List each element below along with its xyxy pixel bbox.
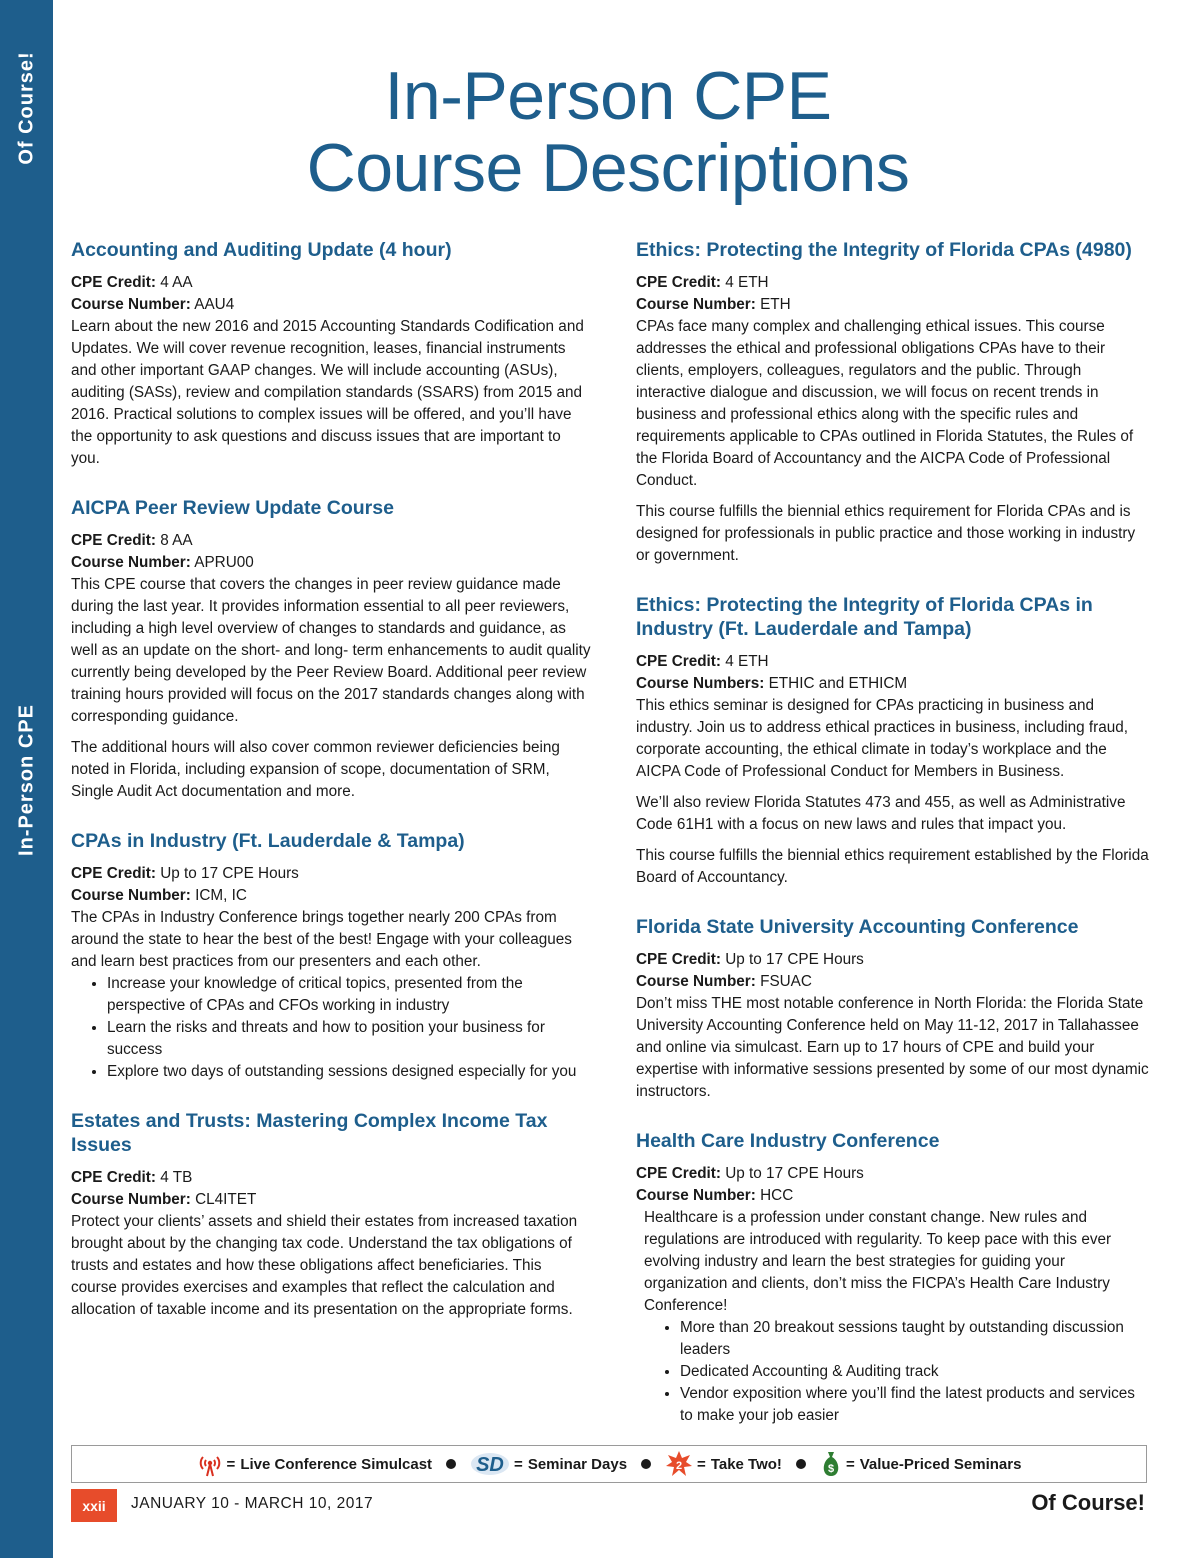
course-number-label: Course Numbers: [636,675,765,692]
course-title: Ethics: Protecting the Integrity of Florida CPAs in Industry (Ft. Lauderdale and Tampa) [636,594,1093,640]
course-number-value: ETH [755,296,791,313]
course-number [71,552,591,574]
legend-separator [446,1459,456,1469]
page-number-badge: xxii [71,1489,117,1522]
cpe-credit [71,863,591,885]
course-number [71,294,591,316]
course-cpas-in-industry [71,829,591,1083]
broadcast-antenna-icon [197,1451,223,1477]
bullet-item: • Vendor exposition where you’ll find the latest products and services to make your job easier [680,1383,1150,1427]
money-bag-icon [820,1450,842,1478]
course-description: This ethics seminar is designed for CPAs practicing in business and industry. Join us to address ethical practices in business, including fraud, corporate accounting, the ethical climate in today’s workplace and the AICPA Code of Professional Conduct for Members in Business. [636,697,1129,780]
legend-take-two [665,1450,782,1478]
course-title: AICPA Peer Review Update Course [71,497,394,519]
course-number [71,885,591,907]
icon-legend [71,1445,1147,1483]
cpe-credit-value: 4 ETH [721,274,769,291]
cpe-credit-label: CPE Credit: [636,1165,721,1182]
sd-icon-text: SD [476,1454,504,1476]
cpe-credit-label: CPE Credit: [71,274,156,291]
course-title: Florida State University Accounting Conference [636,916,1079,938]
legend-separator [796,1459,806,1469]
legend-separator [641,1459,651,1469]
bullet-item: • Learn the risks and threats and how to position your business for success [107,1017,591,1061]
course-number-label: Course Number: [636,296,756,313]
course-description: Healthcare is a profession under constant change. New rules and regulations are introduced with regularity. To keep pace with this ever evolving industry and learn the best strategies for guiding your organization and clients, don’t miss the FICPA’s Health Care Industry Conference! [644,1209,1112,1314]
legend-seminar-days-label: Seminar Days [527,1455,628,1473]
cpe-credit [636,272,1150,294]
legend-value-priced [820,1450,1022,1478]
course-number-label: Course Number: [71,554,191,571]
bullet-item: • Explore two days of outstanding sessions designed especially for you [107,1061,591,1083]
cpe-credit-label: CPE Credit: [636,274,721,291]
cpe-credit-value: Up to 17 CPE Hours [156,865,299,882]
course-ethics-industry [636,593,1150,889]
footer-brand: Of Course! [1031,1490,1145,1515]
course-description: Learn about the new 2016 and 2015 Accounting Standards Codification and Updates. We will cover revenue recognition, leases, financial instruments and other important GAAP changes. We will include accounting (ASUs), auditing (SASs), review and compilation standards (SSARS) from 2015 and 2016. Practical solutions to complex issues will be offered, and you’ll have the opportunity to ask questions and discuss issues that are important to you. [71,318,584,467]
course-number-value: CL4ITET [190,1191,257,1208]
course-number [636,1185,1150,1207]
course-title: CPAs in Industry (Ft. Lauderdale & Tampa) [71,830,465,852]
footer-date-range: JANUARY 10 - MARCH 10, 2017 [131,1495,374,1512]
course-number-value: FSUAC [755,973,812,990]
cpe-credit-label: CPE Credit: [71,532,156,549]
sidebar [0,0,53,1558]
take-two-burst-icon [665,1450,693,1478]
sidebar-section-text: In-Person CPE [15,704,38,856]
course-number-label: Course Number: [71,296,191,313]
legend-seminar-days [470,1451,627,1477]
course-title: Health Care Industry Conference [636,1130,940,1152]
left-column [71,238,591,1347]
course-number-label: Course Number: [636,973,756,990]
legend-equals: = [845,1455,855,1473]
bullet-item: • Increase your knowledge of critical topics, presented from the perspective of CPAs and CFOs working in industry [107,973,591,1017]
cpe-credit-label: CPE Credit: [71,865,156,882]
seminar-days-sd-icon [470,1451,510,1477]
course-accounting-auditing-update [71,238,591,470]
cpe-credit [71,530,591,552]
course-number [636,673,1150,695]
cpe-credit-value: 4 AA [156,274,193,291]
course-number-label: Course Number: [71,1191,191,1208]
legend-simulcast-label: Live Conference Simulcast [240,1455,433,1473]
course-description-2: This course fulfills the biennial ethics requirement for Florida CPAs and is designed for professionals in public practice and those working in industry or government. [636,503,1136,564]
cpe-credit-value: Up to 17 CPE Hours [721,951,864,968]
course-description: Don’t miss THE most notable conference in North Florida: the Florida State University Accounting Conference held on May 11-12, 2017 in Tallahassee and online via simulcast. Earn up to 17 hours of CPE and build your expertise with informative sessions presented by some of our most dynamic instructors. [636,995,1149,1100]
cpe-credit-label: CPE Credit: [636,653,721,670]
course-bullet-list [71,973,591,1083]
value-icon-text: $ [827,1463,834,1475]
legend-take-two-label: Take Two! [710,1455,782,1473]
cpe-credit [636,1163,1150,1185]
course-fsu-accounting-conference [636,915,1150,1103]
course-number-value: AAU4 [190,296,235,313]
course-number-value: APRU00 [190,554,254,571]
course-description: Protect your clients’ assets and shield their estates from increased taxation brought about by the changing tax code. Understand the tax obligations of trusts and estates and how these obligations affect beneficiaries. This course provides exercises and examples that reflect the calculation and allocation of taxable income and its presentation on the appropriate forms. [71,1213,578,1318]
course-number-label: Course Number: [636,1187,756,1204]
course-description-2: The additional hours will also cover common reviewer deficiencies being noted in Florida, including expansion of scope, documentation of SRM, Single Audit Act documentation and more. [71,739,560,800]
cpe-credit [636,651,1150,673]
course-title: Accounting and Auditing Update (4 hour) [71,239,452,261]
course-number-value: ICM, IC [190,887,247,904]
course-number-value: ETHIC and ETHICM [764,675,908,692]
page-title [53,60,1163,204]
course-description: This CPE course that covers the changes in peer review guidance made during the last year. It provides information essential to all peer reviewers, including a high level overview of changes to standards and guidance, as well as an update on the short- and long- term enhancements to audit quality currently being developed by the Peer Review Board. Additional peer review training hours provided will focus on the 2017 standards changes along with corresponding guidance. [71,576,591,725]
course-bullet-list [636,1317,1150,1427]
cpe-credit [71,1167,591,1189]
course-description: CPAs face many complex and challenging ethical issues. This course addresses the ethical and professional obligations CPAs have to their clients, employers, colleagues, regulators and the public. Through interactive dialogue and discussion, we will focus on recent trends in business and professional ethics along with the specific rules and requirements applicable to CPAs outlined in Florida Statutes, the Rules of the Florida Board of Accountancy and the AICPA Code of Professional Conduct. [636,318,1134,489]
bullet-item: • More than 20 breakout sessions taught by outstanding discussion leaders [680,1317,1150,1361]
course-ethics-4980 [636,238,1150,567]
cpe-credit-value: 4 ETH [721,653,769,670]
course-number [71,1189,591,1211]
cpe-credit [636,949,1150,971]
course-number [636,294,1150,316]
course-description: The CPAs in Industry Conference brings together nearly 200 CPAs from around the state to hear the best of the best! Engage with your colleagues and learn best practices from our presenters and each other. [71,909,572,970]
course-number-label: Course Number: [71,887,191,904]
cpe-credit-value: Up to 17 CPE Hours [721,1165,864,1182]
course-aicpa-peer-review [71,496,591,803]
bullet-item: • Dedicated Accounting & Auditing track [680,1361,1150,1383]
course-title: Ethics: Protecting the Integrity of Florida CPAs (4980) [636,239,1132,261]
legend-equals: = [514,1455,523,1473]
cpe-credit [71,272,591,294]
cpe-credit-label: CPE Credit: [636,951,721,968]
cpe-credit-value: 8 AA [156,532,193,549]
course-number-value: HCC [755,1187,794,1204]
legend-equals: = [697,1455,706,1473]
page-title-line-2: Course Descriptions [306,130,910,206]
take-two-icon-text: 2 [675,1460,683,1472]
cpe-credit-value: 4 TB [156,1169,193,1186]
cpe-credit-label: CPE Credit: [71,1169,156,1186]
course-number [636,971,1150,993]
course-health-care-industry [636,1129,1150,1427]
legend-value-priced-label: Value-Priced Seminars [859,1455,1022,1473]
course-title: Estates and Trusts: Mastering Complex Income Tax Issues [71,1110,548,1156]
page-title-line-1: In-Person CPE [384,58,832,134]
course-description-2: We’ll also review Florida Statutes 473 and 455, as well as Administrative Code 61H1 with a focus on new laws and rules that impact you. [636,794,1126,833]
legend-simulcast [197,1451,433,1477]
sidebar-top-text: Of Course! [15,51,38,165]
legend-equals: = [226,1455,236,1473]
course-description-3: This course fulfills the biennial ethics requirement established by the Florida Board of Accountancy. [636,847,1149,886]
course-estates-and-trusts [71,1109,591,1321]
right-column [636,238,1150,1453]
